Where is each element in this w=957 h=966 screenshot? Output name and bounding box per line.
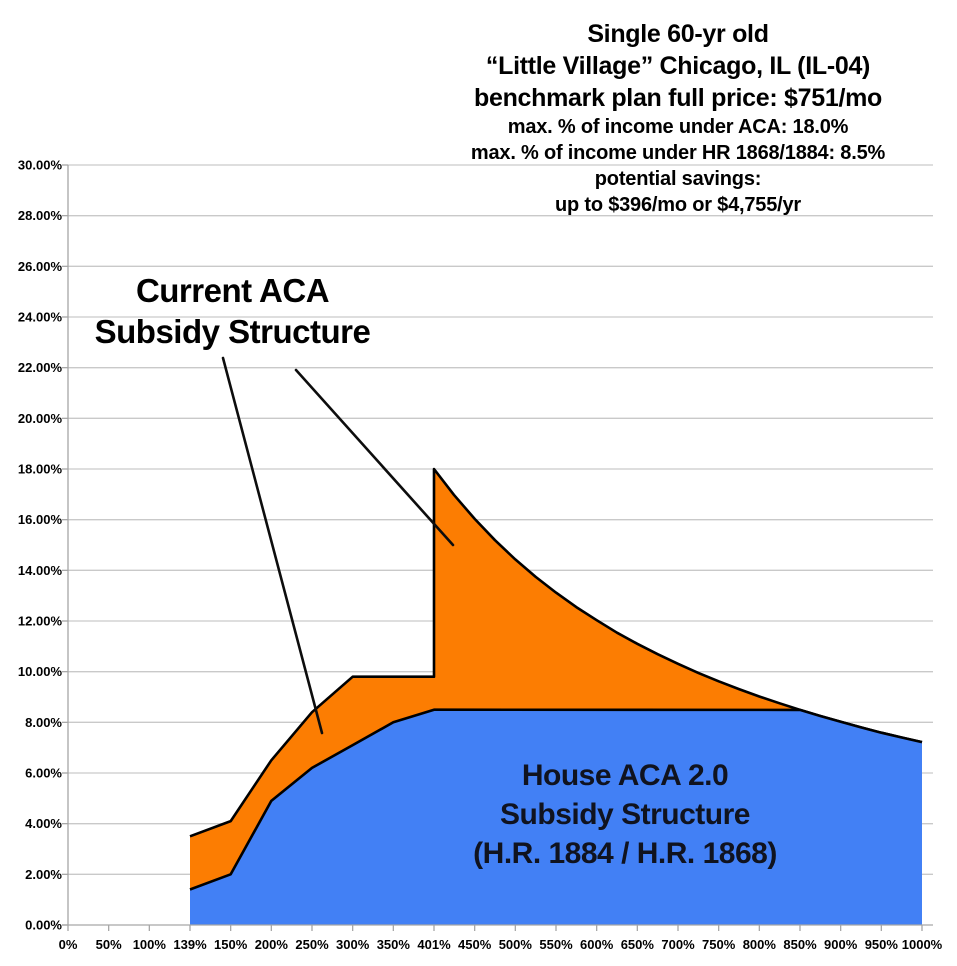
x-axis-label: 950% xyxy=(864,937,898,952)
current-aca-series-label xyxy=(30,270,435,352)
x-axis-label: 50% xyxy=(95,937,122,952)
x-axis-label: 250% xyxy=(295,937,329,952)
y-axis-label: 16.00% xyxy=(17,512,62,528)
title-line-1: Single 60-yr old xyxy=(587,20,769,48)
x-axis-label: 600% xyxy=(580,937,614,952)
y-axis-label: 20.00% xyxy=(17,410,62,426)
callout-line xyxy=(223,358,322,733)
house-aca-label-line-2: Subsidy Structure xyxy=(500,798,750,831)
y-axis-label: 6.00% xyxy=(25,765,62,781)
y-axis-label: 12.00% xyxy=(17,613,62,629)
current-aca-label-line-1: Current ACA xyxy=(135,272,330,309)
house-aca-label-line-3: (H.R. 1884 / H.R. 1868) xyxy=(473,837,777,870)
x-axis-label: 401% xyxy=(417,937,451,952)
y-axis-label: 18.00% xyxy=(17,461,62,477)
x-axis-label: 150% xyxy=(214,937,248,952)
x-axis-label: 500% xyxy=(498,937,532,952)
title-line-4: max. % of income under ACA: 18.0% xyxy=(507,116,849,138)
y-axis-label: 10.00% xyxy=(17,664,62,680)
title-line-5: max. % of income under HR 1868/1884: 8.5% xyxy=(470,142,886,164)
title-line-6 xyxy=(408,166,948,192)
x-axis-label: 300% xyxy=(336,937,370,952)
y-axis-label: 30.00% xyxy=(17,157,62,173)
x-axis-label: 750% xyxy=(702,937,736,952)
potential-savings-text: potential savings: xyxy=(587,166,769,192)
x-axis-label: 1000% xyxy=(901,937,943,952)
x-axis-label: 800% xyxy=(742,937,776,952)
y-axis-label: 26.00% xyxy=(17,258,62,274)
x-axis-label: 350% xyxy=(376,937,410,952)
y-axis-label: 0.00% xyxy=(25,917,62,933)
x-axis-label: 0% xyxy=(58,937,78,952)
chart-title-block xyxy=(408,18,948,218)
y-axis-label: 28.00% xyxy=(17,208,62,224)
house-aca-series-label xyxy=(420,756,830,873)
callout-line xyxy=(296,370,453,545)
x-axis-label: 550% xyxy=(539,937,573,952)
x-axis-label: 200% xyxy=(254,937,288,952)
y-axis-label: 24.00% xyxy=(17,309,62,325)
y-axis-label: 14.00% xyxy=(17,562,62,578)
x-axis-label: 139% xyxy=(173,937,207,952)
house-aca-label-line-1: House ACA 2.0 xyxy=(521,759,729,792)
title-line-7: up to $396/mo or $4,755/yr xyxy=(554,194,802,216)
x-axis-label: 700% xyxy=(661,937,695,952)
y-axis-label: 4.00% xyxy=(25,816,62,832)
x-axis-label: 450% xyxy=(458,937,492,952)
x-axis-label: 850% xyxy=(783,937,817,952)
y-axis-label: 2.00% xyxy=(25,866,62,882)
y-axis-label: 8.00% xyxy=(25,714,62,730)
x-axis-label: 900% xyxy=(824,937,858,952)
title-line-3: benchmark plan full price: $751/mo xyxy=(474,84,882,112)
title-line-2: “Little Village” Chicago, IL (IL-04) xyxy=(485,52,871,80)
current-aca-label-line-2: Subsidy Structure xyxy=(94,313,371,350)
x-axis-label: 100% xyxy=(132,937,166,952)
x-axis-label: 650% xyxy=(620,937,654,952)
y-axis-label: 22.00% xyxy=(17,360,62,376)
